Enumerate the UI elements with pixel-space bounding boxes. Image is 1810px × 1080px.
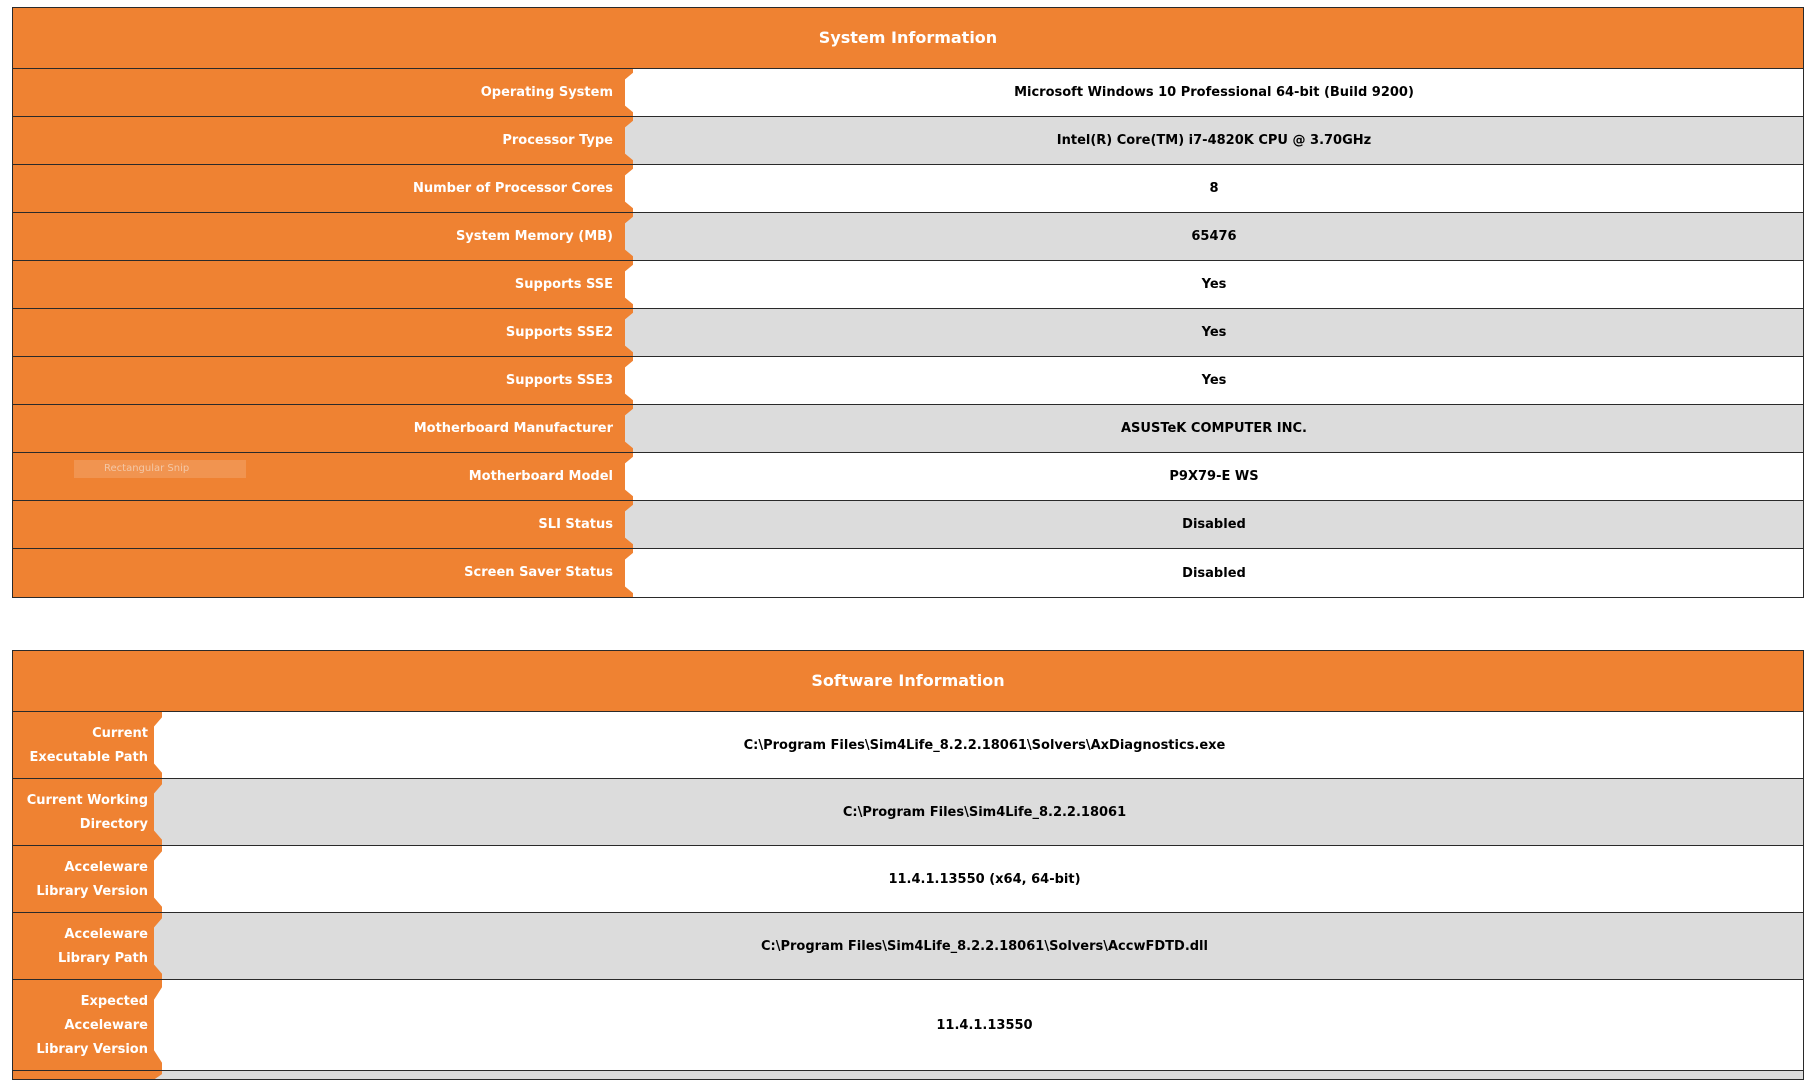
- row-label: Motherboard Manufacturer: [13, 405, 625, 452]
- table-row: [13, 549, 1803, 597]
- row-value: 8: [625, 165, 1803, 212]
- table-row: [13, 405, 1803, 453]
- table-row: [13, 261, 1803, 309]
- table-row: [13, 69, 1803, 117]
- row-value: 11.4.1.13550 (x64, 64-bit): [154, 846, 1803, 912]
- table-row: [13, 846, 1803, 913]
- row-value: ASUSTeK COMPUTER INC.: [625, 405, 1803, 452]
- table-row: [13, 309, 1803, 357]
- table-row: [13, 980, 1803, 1071]
- table-row: [13, 913, 1803, 980]
- table-row: [13, 501, 1803, 549]
- row-label: [13, 1071, 154, 1080]
- table-row: [13, 213, 1803, 261]
- row-value: C:\Program Files\Sim4Life_8.2.2.18061\Solvers\AxDiagnostics.exe: [154, 712, 1803, 778]
- row-label: Motherboard Model: [13, 453, 625, 500]
- row-value: Yes: [625, 261, 1803, 308]
- software-information-header: Software Information: [13, 651, 1803, 712]
- row-label: Supports SSE: [13, 261, 625, 308]
- row-value: 65476: [625, 213, 1803, 260]
- row-label: Current Executable Path: [13, 712, 154, 778]
- row-label: Current Working Directory: [13, 779, 154, 845]
- row-label: Processor Type: [13, 117, 625, 164]
- system-information-table: [12, 7, 1804, 598]
- row-label: Supports SSE2: [13, 309, 625, 356]
- row-label: Acceleware Library Version: [13, 846, 154, 912]
- row-value: Yes: [625, 309, 1803, 356]
- row-value: P9X79-E WS: [625, 453, 1803, 500]
- row-value: Disabled: [625, 501, 1803, 548]
- row-label: System Memory (MB): [13, 213, 625, 260]
- row-value: Microsoft Windows 10 Professional 64-bit (Build 9200): [625, 69, 1803, 116]
- table-row: [13, 779, 1803, 846]
- row-label: Screen Saver Status: [13, 549, 625, 597]
- row-value: Yes: [625, 357, 1803, 404]
- table-row: [13, 357, 1803, 405]
- rectangular-snip-tooltip: Rectangular Snip: [74, 460, 246, 478]
- row-value: Disabled: [625, 549, 1803, 597]
- table-row: [13, 165, 1803, 213]
- table-row: [13, 712, 1803, 779]
- row-label: Expected Acceleware Library Version: [13, 980, 154, 1070]
- row-label: SLI Status: [13, 501, 625, 548]
- table-row: [13, 453, 1803, 501]
- row-value: [154, 1071, 1803, 1080]
- row-label: Acceleware Library Path: [13, 913, 154, 979]
- row-label: Supports SSE3: [13, 357, 625, 404]
- row-value: Intel(R) Core(TM) i7-4820K CPU @ 3.70GHz: [625, 117, 1803, 164]
- table-row: [13, 1071, 1803, 1080]
- table-row: [13, 117, 1803, 165]
- row-value: 11.4.1.13550: [154, 980, 1803, 1070]
- row-label: Operating System: [13, 69, 625, 116]
- row-label: Number of Processor Cores: [13, 165, 625, 212]
- row-value: C:\Program Files\Sim4Life_8.2.2.18061: [154, 779, 1803, 845]
- system-information-header: System Information: [13, 8, 1803, 69]
- software-information-table: [12, 650, 1804, 1080]
- row-value: C:\Program Files\Sim4Life_8.2.2.18061\Solvers\AccwFDTD.dll: [154, 913, 1803, 979]
